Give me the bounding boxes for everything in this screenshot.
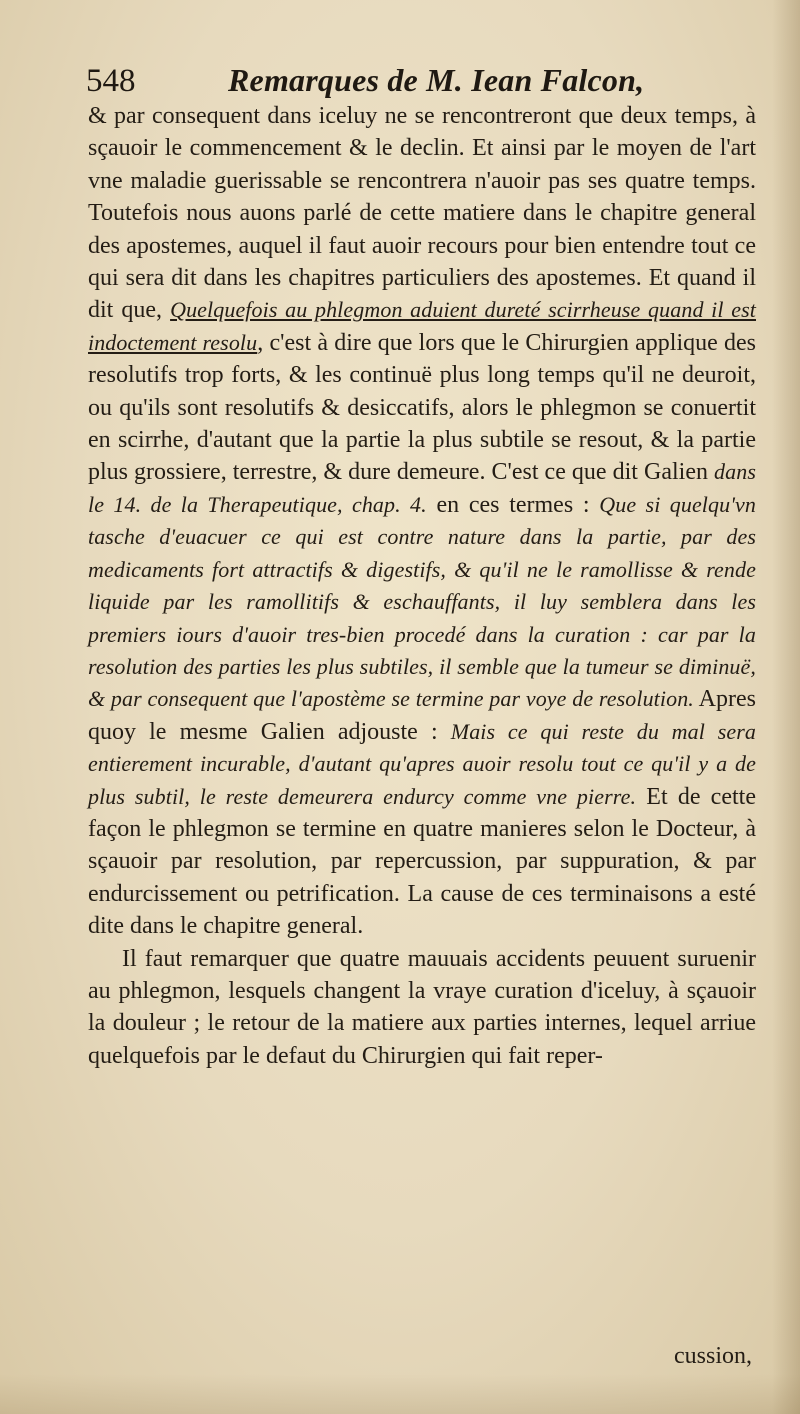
page-header [86,58,756,100]
paragraph-2: Il faut remarquer que quatre mauuais accidents peuuent suruenir au phlegmon, lesquels changent la vraye curation d'iceluy, à sçauoir la douleur ; le retour de la matiere aux parties internes, lequel arriue quelquefois par le defaut du Chirurgien qui fait reper- [88,945,756,1069]
quote-galen-2: Mais ce qui reste du mal sera entierement incurable, d'autant qu'apres auoir resolu tout ce qu'il y a de plus subtil, le reste demeurera endurcy comme vne pierre. [88,718,756,809]
paragraph-1-text-a: & par consequent dans iceluy ne se rencontreront que deux temps, à sçauoir le commencement & le declin. Et ainsi par le moyen de l'art vne maladie guerissable se rencontrera n'auoir pas ses quatre temps. Toutefois nous auons parlé de cette matiere dans le chapitre general des apostemes, auquel il faut auoir recours pour bien entendre tout ce qui sera dit dans les chapitres particuliers des apostemes. Et quand il dit que, [88,103,756,324]
paragraph-1-text-c: en ces termes : [426,491,600,518]
quote-scirrhe-underlined: Quelquefois au phlegmon aduient dureté scirrheuse quand il est indoctement resolu [88,297,756,355]
page-edge-shadow [772,0,800,1414]
paragraph-1-text-e: Et de cette façon le phlegmon se termine en quatre manieres selon le Docteur, à sçauoir par resolution, par repercussion, par suppuration, & par endurcissement ou petrification. La cause de ces terminaisons a esté dite dans le chapitre general. [88,783,756,940]
galen-reference: dans le 14. de la Therapeutique, chap. 4. [88,459,756,517]
page-number: 548 [86,63,136,99]
running-head: Remarques de M. Iean Falcon, [228,62,645,98]
body-text [88,100,756,1072]
page-bottom-shadow [0,1374,800,1414]
paragraph-1-text-b: , c'est à dire que lors que le Chirurgien applique des resolutifs trop forts, & les continuë plus long temps qu'il ne deuroit, ou qu'ils sont resolutifs & desiccatifs, alors le phlegmon se conuertit en scirrhe, d'autant que la partie la plus subtile se resout, & la partie plus grossiere, terrestre, & dure demeure. C'est ce que dit Galien [88,329,756,486]
paragraph-1-text-d: Apres quoy le mesme Galien adjouste : [88,686,756,745]
paragraph-1 [88,100,756,943]
quote-galen-1: Que si quelqu'vn tasche d'euacuer ce qui est contre nature dans la partie, par des medicaments fort attractifs & digestifs, & qu'il ne le ramollisse & rende liquide par les ramollitifs & eschauffants, il luy semblera dans les premiers iours d'auoir tres-bien procedé dans la curation : car par la resolution des parties les plus subtiles, il semble que la tumeur se diminuë, & par consequent que l'apostème se termine par voye de resolution. [88,491,756,712]
catchword: cussion, [674,1343,752,1369]
